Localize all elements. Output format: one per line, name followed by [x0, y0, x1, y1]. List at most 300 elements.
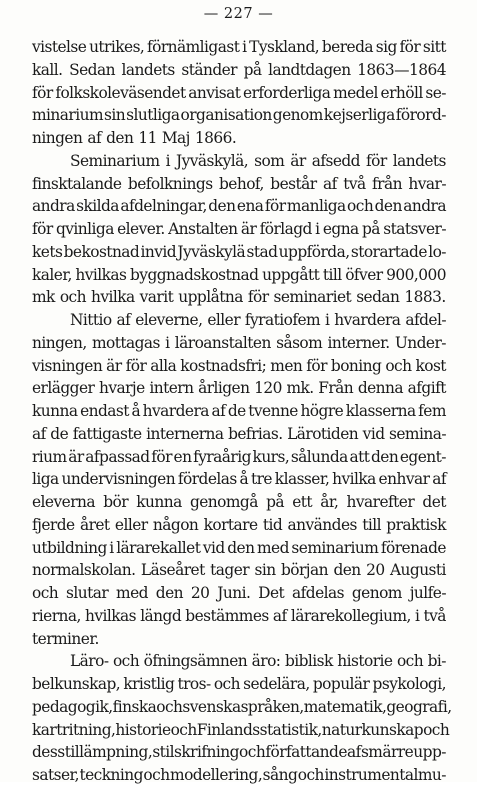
- word: lo-: [428, 242, 446, 261]
- word: Maj: [161, 129, 190, 147]
- word: statistik,: [259, 720, 322, 739]
- word: kall.: [32, 60, 63, 79]
- word: uppgått: [262, 265, 320, 284]
- word: smärre: [360, 743, 414, 762]
- word: å: [131, 402, 141, 420]
- word: egent-: [399, 447, 446, 466]
- word: fördelas: [177, 470, 237, 489]
- word: Det: [258, 584, 285, 602]
- word: och: [396, 652, 424, 671]
- word: kortare: [203, 515, 258, 534]
- word: slutliga: [126, 106, 180, 125]
- word: och: [170, 720, 197, 739]
- word: den: [227, 538, 255, 557]
- text-line: [32, 150, 446, 173]
- word: sig: [375, 38, 397, 56]
- word: elever.: [117, 220, 165, 238]
- word: för: [264, 197, 286, 216]
- word: andra: [32, 197, 75, 216]
- word: praktisk: [386, 515, 446, 534]
- text-line: [32, 628, 446, 651]
- word: den: [155, 584, 184, 602]
- word: af: [211, 402, 226, 420]
- word: finska: [112, 697, 157, 716]
- word: tager: [210, 561, 250, 580]
- word: i: [165, 333, 170, 352]
- word: sin: [254, 561, 276, 580]
- word: af: [432, 470, 446, 489]
- word: två: [343, 174, 366, 193]
- word: anvisat: [188, 83, 241, 102]
- word: förnämligast: [146, 38, 240, 56]
- word: tros-: [177, 675, 211, 693]
- word: kaler,: [32, 265, 72, 284]
- word: stad: [246, 242, 278, 261]
- word: med: [116, 584, 148, 602]
- text-line: [32, 104, 446, 127]
- word: uppförda,: [278, 242, 350, 261]
- word: fem: [418, 402, 446, 420]
- word: från: [372, 174, 402, 193]
- word: klasser,: [274, 470, 330, 489]
- word: på: [243, 60, 262, 79]
- word: af: [116, 311, 131, 329]
- text-line: [32, 127, 446, 150]
- word: förord-: [395, 106, 446, 125]
- word: för: [306, 356, 327, 375]
- word: geografi,: [386, 697, 452, 716]
- word: matematik,: [303, 697, 387, 716]
- text-line: [32, 605, 446, 628]
- word: för: [32, 83, 53, 102]
- word: 1863—1864: [357, 60, 446, 79]
- text-line: [32, 696, 452, 719]
- word: qvinliga: [55, 220, 114, 238]
- word: sålunda: [290, 447, 348, 466]
- word: i: [324, 311, 330, 329]
- text-line: [32, 309, 446, 332]
- word: ständer: [181, 60, 237, 79]
- word: belkunskap,: [32, 675, 121, 693]
- word: semina-: [389, 424, 446, 443]
- word: statsver-: [383, 220, 446, 238]
- word: afdelningar,: [120, 197, 207, 216]
- word: någon: [152, 515, 199, 534]
- word: den: [333, 561, 361, 580]
- word: bekostnad: [63, 242, 140, 261]
- word: utrikes,: [89, 38, 145, 56]
- word: 120: [254, 379, 282, 398]
- word: intern: [149, 379, 194, 398]
- word: internerna: [146, 424, 224, 443]
- text-line: [32, 559, 446, 582]
- word: af: [322, 174, 337, 193]
- word: tvenne: [248, 402, 298, 420]
- word: består: [270, 174, 317, 193]
- word: af: [32, 424, 46, 443]
- word: ningen: [32, 129, 83, 147]
- text-line: [32, 537, 446, 560]
- word: finsktalande: [32, 174, 122, 193]
- word: stilskrifning: [152, 743, 239, 762]
- word: i: [109, 538, 114, 557]
- word: bestämmes: [185, 606, 269, 625]
- word: för: [151, 447, 172, 466]
- word: hvilkas: [85, 606, 137, 625]
- word: afgift: [407, 379, 446, 398]
- word: terminer.: [32, 629, 99, 648]
- text-line: [32, 264, 446, 287]
- text-line: [32, 468, 446, 491]
- word: eller: [114, 515, 148, 534]
- word: populär: [312, 675, 370, 693]
- text-line: [32, 514, 446, 537]
- word: historie: [115, 720, 171, 739]
- word: för: [125, 356, 147, 375]
- word: år,: [320, 493, 339, 511]
- word: instrumentalmu-: [324, 766, 446, 784]
- word: men: [270, 356, 303, 375]
- word: författande: [265, 743, 347, 762]
- word: två: [423, 606, 446, 625]
- word: vid: [362, 424, 385, 443]
- word: i: [414, 606, 420, 625]
- text-line: [32, 582, 446, 605]
- word: rium: [32, 447, 67, 466]
- word: tillämpning,: [64, 743, 153, 762]
- word: seminariet: [273, 288, 352, 307]
- word: och: [347, 197, 374, 216]
- word: Sedan: [69, 60, 115, 79]
- word: Läro-: [70, 652, 109, 671]
- word: alla: [150, 356, 177, 375]
- word: julfe-: [409, 584, 446, 602]
- word: längd: [140, 606, 182, 625]
- text-line: [32, 741, 446, 764]
- word: sin: [104, 106, 126, 125]
- text-line: [32, 377, 446, 400]
- word: afsedd: [311, 151, 360, 170]
- word: och: [32, 584, 59, 602]
- word: andra: [403, 197, 446, 216]
- word: Nittio: [70, 311, 112, 329]
- word: 900,000: [386, 265, 446, 284]
- word: fyraårig: [193, 447, 251, 466]
- word: den: [106, 129, 134, 147]
- text-line: [32, 286, 446, 309]
- word: i: [315, 220, 320, 238]
- word: den: [208, 197, 236, 216]
- word: Lärotiden: [287, 424, 359, 443]
- text-line: [32, 673, 446, 696]
- word: Tyskland,: [249, 38, 320, 56]
- word: hvilka: [332, 470, 376, 489]
- word: hvarje: [98, 379, 145, 398]
- word: 1883.: [404, 288, 446, 307]
- word: för: [247, 288, 269, 307]
- word: enhvar: [378, 470, 430, 489]
- word: den: [370, 447, 399, 466]
- text-line: [32, 764, 446, 787]
- word: 20: [190, 584, 210, 602]
- word: modellering,: [170, 766, 263, 784]
- word: och: [213, 675, 240, 693]
- word: såsom: [276, 333, 323, 352]
- word: tre: [250, 470, 272, 489]
- word: organisation: [180, 106, 272, 125]
- word: biblisk: [284, 652, 333, 671]
- word: erhöll: [380, 83, 423, 102]
- word: kunna: [136, 493, 182, 511]
- word: bereda: [321, 38, 374, 56]
- word: är: [106, 356, 122, 375]
- word: psykologi,: [372, 675, 446, 693]
- word: medel: [333, 83, 378, 102]
- word: utbildning: [32, 538, 107, 557]
- word: undervisningen: [61, 470, 176, 489]
- word: invid: [140, 242, 177, 261]
- word: genom: [272, 106, 323, 125]
- word: visningen: [32, 356, 103, 375]
- word: pedagogik,: [32, 697, 113, 716]
- word: 20: [366, 561, 385, 580]
- word: manliga: [286, 197, 346, 216]
- text-line: [32, 400, 446, 423]
- word: erlägger: [32, 379, 95, 398]
- word: upplåtna: [178, 288, 243, 307]
- text-line: [32, 82, 446, 105]
- word: mottagas: [91, 333, 160, 352]
- word: lärarekollegium,: [290, 606, 411, 625]
- text-line: [32, 59, 446, 82]
- word: sedan: [356, 288, 400, 307]
- word: för: [399, 38, 421, 56]
- word: hvardera: [142, 402, 209, 420]
- word: och: [112, 652, 140, 671]
- word: kost: [415, 356, 446, 375]
- word: befrias.: [228, 424, 283, 443]
- word: eleverna: [32, 493, 95, 511]
- text-line: [32, 355, 446, 378]
- word: bi-: [427, 652, 446, 671]
- word: landets: [392, 151, 446, 170]
- word: de: [50, 424, 69, 443]
- word: afdel-: [405, 311, 446, 329]
- word: rierna,: [32, 606, 81, 625]
- text-line: [32, 423, 446, 446]
- word: Finlands: [196, 720, 260, 739]
- word: lärarekallet: [116, 538, 201, 557]
- word: i: [242, 38, 247, 56]
- word: teckning: [79, 766, 143, 784]
- word: är: [290, 151, 306, 170]
- word: folkskoleväsendet: [55, 83, 186, 102]
- word: början: [280, 561, 329, 580]
- word: genom: [351, 584, 402, 602]
- word: kejserliga: [323, 106, 395, 125]
- text-line: [32, 241, 446, 264]
- word: afdelas: [292, 584, 344, 602]
- word: befolknings: [127, 174, 213, 193]
- word: liga: [32, 470, 59, 489]
- word: byggnadskostnad: [130, 265, 259, 284]
- word: Läseåret: [140, 561, 205, 580]
- word: en: [173, 447, 192, 466]
- word: af: [347, 743, 361, 762]
- word: tid: [262, 515, 283, 534]
- word: denna: [357, 379, 404, 398]
- word: i: [165, 151, 170, 170]
- text-line: [32, 173, 446, 196]
- word: Augusti: [389, 561, 446, 580]
- word: med: [256, 538, 289, 557]
- word: kartritning,: [32, 720, 116, 739]
- word: sitt: [422, 38, 446, 56]
- word: Under-: [394, 333, 446, 352]
- word: kostnadsfri;: [180, 356, 267, 375]
- word: vid: [202, 538, 225, 557]
- word: på: [266, 493, 284, 511]
- word: minarium: [32, 106, 103, 125]
- word: på: [361, 220, 380, 238]
- word: och: [297, 766, 324, 784]
- page-number: — 227 —: [203, 6, 274, 22]
- word: är: [68, 447, 84, 466]
- text-line: [32, 491, 446, 514]
- word: landets: [121, 60, 175, 79]
- word: interner.: [327, 333, 390, 352]
- word: landtdagen: [268, 60, 351, 79]
- word: användes: [287, 515, 357, 534]
- word: och: [385, 356, 412, 375]
- word: behof,: [218, 174, 264, 193]
- word: klasserna: [345, 402, 416, 420]
- text-line: [32, 650, 446, 673]
- word: hvardera: [334, 311, 401, 329]
- word: varit: [139, 288, 174, 307]
- word: ett: [292, 493, 313, 511]
- word: Jyväskylä: [177, 242, 246, 261]
- word: hvilkas: [75, 265, 127, 284]
- word: och: [59, 288, 86, 307]
- word: till: [322, 265, 342, 284]
- word: Anstalten: [168, 220, 238, 238]
- word: hvarefter: [346, 493, 415, 511]
- word: af: [272, 606, 287, 625]
- text-line: [32, 36, 446, 59]
- word: Jyväskylä,: [175, 151, 249, 170]
- word: att: [349, 447, 370, 466]
- word: fattigaste: [72, 424, 142, 443]
- word: genomgå: [189, 493, 258, 511]
- word: för: [32, 220, 53, 238]
- word: och: [423, 720, 450, 739]
- word: äro:: [251, 652, 281, 671]
- word: dess: [32, 743, 65, 762]
- word: slutar: [66, 584, 109, 602]
- word: 11: [138, 129, 157, 147]
- word: storartade: [350, 242, 427, 261]
- word: året: [79, 515, 110, 534]
- word: svenska: [182, 697, 241, 716]
- word: afpassad: [85, 447, 150, 466]
- word: egna: [322, 220, 359, 238]
- word: kets: [32, 242, 63, 261]
- word: och: [239, 743, 266, 762]
- word: öfver: [345, 265, 383, 284]
- word: historie: [337, 652, 393, 671]
- word: årligen: [198, 379, 250, 398]
- word: språken,: [240, 697, 304, 716]
- text-line: [32, 332, 446, 355]
- word: och: [156, 697, 183, 716]
- word: af: [87, 129, 102, 147]
- word: hvilka: [90, 288, 135, 307]
- text-line: [32, 218, 446, 241]
- body-text: [32, 36, 452, 787]
- word: till: [362, 515, 381, 534]
- word: naturkunskap: [321, 720, 424, 739]
- word: förenade: [380, 538, 446, 557]
- word: endast: [80, 402, 129, 420]
- word: det: [422, 493, 446, 511]
- word: läroanstalten: [174, 333, 271, 352]
- word: förlagd: [259, 220, 312, 238]
- text-line: [32, 446, 446, 469]
- word: fyratiofem: [244, 311, 321, 329]
- word: upp-: [413, 743, 446, 762]
- word: vistelse: [32, 38, 87, 56]
- word: hvar-: [408, 174, 446, 193]
- word: är: [240, 220, 257, 238]
- word: boning: [330, 356, 382, 375]
- word: för: [366, 151, 387, 170]
- word: sång: [262, 766, 298, 784]
- word: erforderliga: [243, 83, 331, 102]
- word: ningen,: [32, 333, 87, 352]
- text-line: [32, 195, 446, 218]
- word: kunna: [32, 402, 78, 420]
- text-line: [32, 719, 450, 742]
- word: se-: [425, 83, 446, 102]
- word: mk.: [286, 379, 314, 398]
- word: 1866.: [194, 129, 237, 147]
- word: å: [239, 470, 249, 489]
- word: Från: [318, 379, 354, 398]
- word: öfningsämnen: [143, 652, 248, 671]
- word: Juni.: [217, 584, 251, 602]
- word: eleverne,: [135, 311, 203, 329]
- word: kurs,: [252, 447, 290, 466]
- word: kristlig: [123, 675, 175, 693]
- word: de: [227, 402, 246, 420]
- word: normalskolan.: [32, 561, 136, 580]
- word: mk: [32, 288, 55, 307]
- word: högre: [300, 402, 344, 420]
- word: skilda: [76, 197, 119, 216]
- word: fjerde: [32, 515, 75, 534]
- word: sedelära,: [243, 675, 310, 693]
- word: och: [143, 766, 170, 784]
- word: den: [374, 197, 402, 216]
- word: som: [254, 151, 285, 170]
- word: seminarium: [291, 538, 379, 557]
- word: satser,: [32, 766, 79, 784]
- word: eller: [207, 311, 240, 329]
- word: bör: [103, 493, 129, 511]
- word: ena: [236, 197, 264, 216]
- word: Seminarium: [70, 151, 160, 170]
